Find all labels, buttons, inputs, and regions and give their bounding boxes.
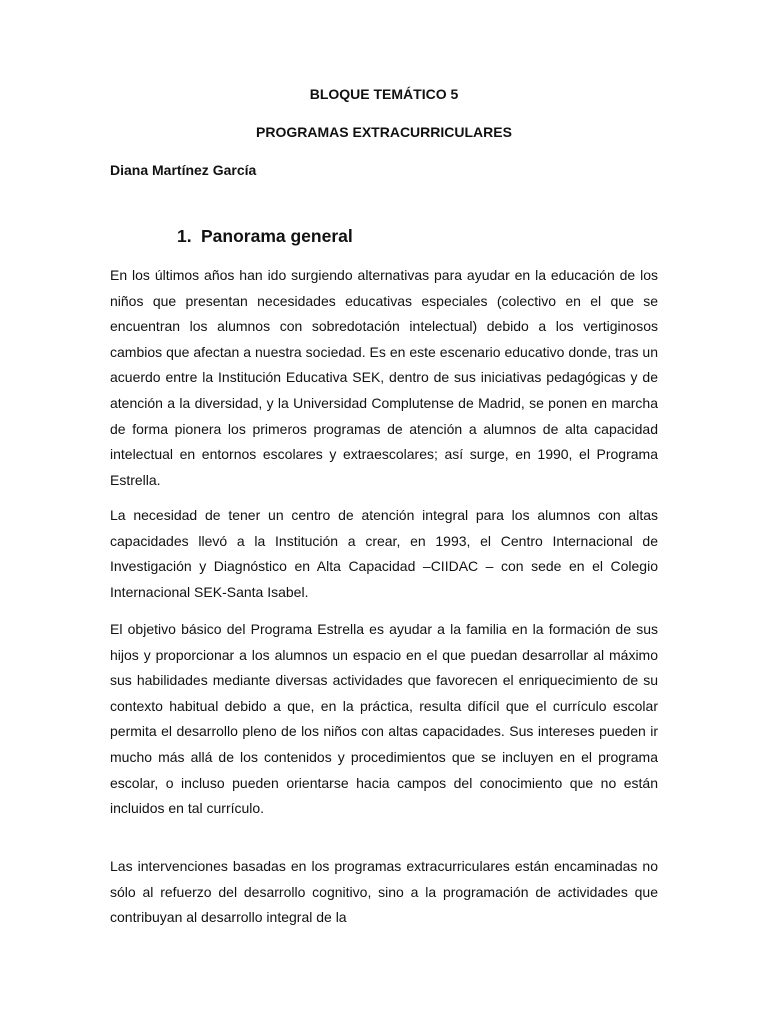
section-title: Panorama general bbox=[201, 226, 353, 246]
block-title: BLOQUE TEMÁTICO 5 bbox=[309, 86, 459, 102]
paragraph: En los últimos años han ido surgiendo alternativas para ayudar en la educación de los niños que presentan necesidades educativas especiales (colectivo en el que se encuentran los alumnos con sobredotación intelectual) debido a los vertiginosos cambios que afectan a nuestra sociedad. Es en este escenario educativo donde, tras un acuerdo entre la Institución Educativa SEK, dentro de sus iniciativas pedagógicas y de atención a la diversidad, y la Universidad Complutense de Madrid, se ponen en marcha de forma pionera los primeros programas de atención a alumnos de alta capacidad intelectual en entornos escolares y extraescolares; así surge, en 1990, el Programa Estrella. bbox=[110, 267, 658, 488]
program-title: PROGRAMAS EXTRACURRICULARES bbox=[256, 124, 512, 140]
paragraph: Las intervenciones basadas en los programas extracurriculares están encaminadas no sólo al refuerzo del desarrollo cognitivo, sino a la programación de actividades que contribuyan al desarrollo integral de la bbox=[110, 858, 658, 926]
author-name: Diana Martínez García bbox=[110, 162, 257, 178]
paragraph: El objetivo básico del Programa Estrella es ayudar a la familia en la formación de sus hijos y proporcionar a los alumnos un espacio en el que puedan desarrollar al máximo sus habilidades mediante diversas actividades que favorecen el enriquecimiento de su contexto habitual debido a que, en la práctica, resulta difícil que el currículo escolar permita el desarrollo pleno de los niños con altas capacidades. Sus intereses pueden ir mucho más allá de los contenidos y procedimientos que se incluyen en el programa escolar, o incluso pueden orientarse hacia campos del conocimiento que no están incluidos en tal currículo. bbox=[110, 621, 658, 817]
paragraph: La necesidad de tener un centro de atención integral para los alumnos con altas capacidades llevó a la Institución a crear, en 1993, el Centro Internacional de Investigación y Diagnóstico en Alta Capacidad –CIIDAC – con sede en el Colegio Internacional SEK-Santa Isabel. bbox=[110, 507, 658, 600]
section-heading bbox=[177, 226, 353, 247]
section-number: 1. bbox=[177, 226, 192, 246]
